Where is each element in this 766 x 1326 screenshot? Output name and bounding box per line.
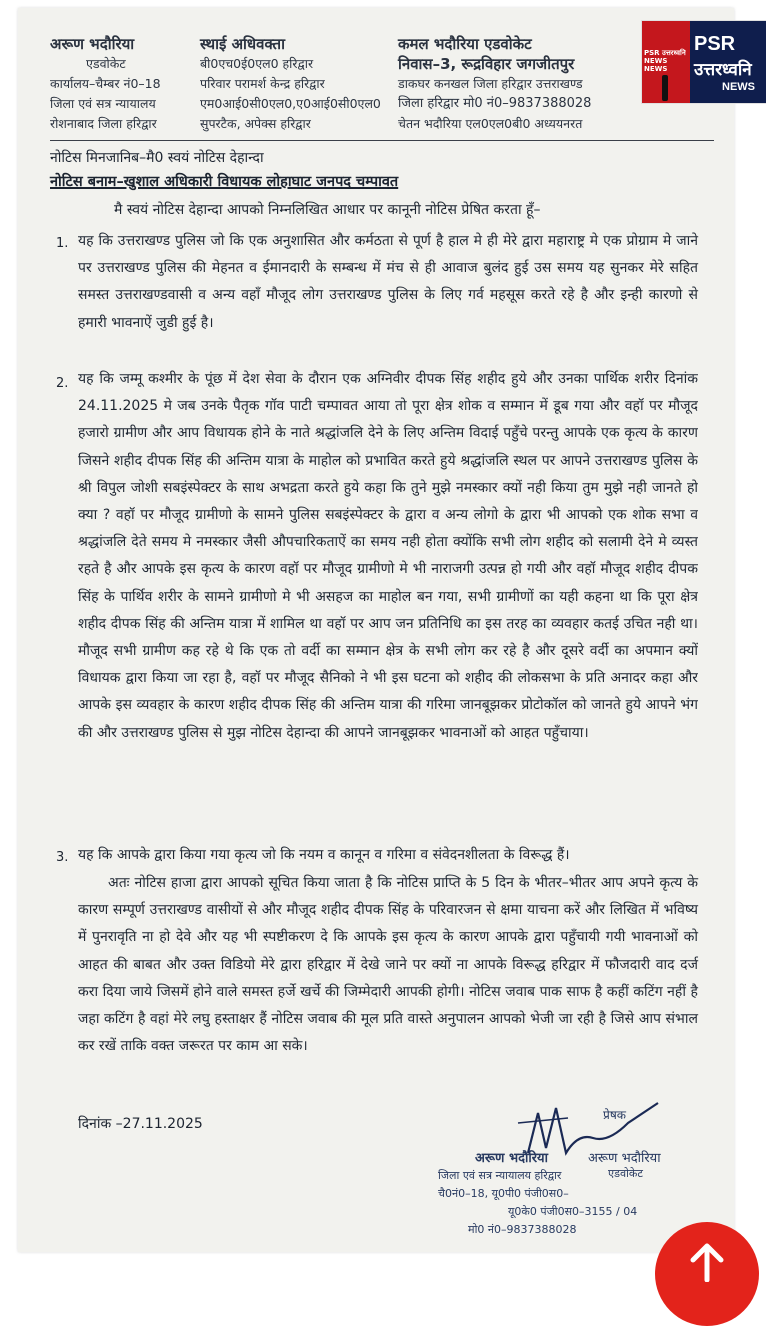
student-note: चेतन भदौरिया एल0एल0बी0 अध्ययनरत xyxy=(398,116,583,131)
letterhead-left xyxy=(50,34,161,134)
standing-counsel-heading: स्थाई अधिवक्ता xyxy=(200,35,285,53)
psr-news-logo xyxy=(641,20,766,104)
point-2-text: यह कि जम्मू कश्मीर के पूंछ में देश सेवा के दौरान एक अग्निवीर दीपक सिंह शहीद हुये और उनका पार्थिक शरीर दिनांक 24.11.2025 मे जब उनके पैतृक गॉव पाटी चम्पावत आया तो पूरा क्षेत्र शोक व सम्मान में डूब गया और वहॉ पर मौजूद हजारो ग्रामीण और आप विधायक होने के नाते श्रद्धांजलि देने के लिए अन्तिम विदाई पहुँचे परन्तु आपके एक कृत्य के कारण जिसने शहीद दीपक सिंह की अन्तिम यात्रा के माहोल को प्रभावित करते हुये श्रद्धांजलि स्थल पर आपने उत्तराखण्ड पुलिस के श्री विपुल जोशी सबइंस्पेक्टर के साथ अभद्रता करते हुये कहा कि तुने मुझे नमस्कार क्यों नही किया तुम मुझे नही जानते हो क्या ? वहॉ पर मौजूद ग्रामीणो के सामने पुलिस सबइंस्पेक्टर के द्वारा व अन्य लोगो के द्वारा भी आपको एक शोक सभा व श्रद्धांजलि देते समय मे नमस्कार जैसी औपचारिकताऐं का समय नही होता क्योंकि सभी लोग शहीद को सलामी देने मे व्यस्त रहते है और आपके इस कृत्य के कारण वहॉ पर मौजूद ग्रामीणो मे भी नाराजगी उत्पन्न हो गयी और वहॉ मौजूद शहीद दीपक सिंह के पार्थिव शरीर के सामने ग्रामीणो मे भी असहज का माहोल बन गया, सभी ग्रामीणों का यही कहना था कि पूरा क्षेत्र शहीद दीपक सिंह की अन्तिम यात्रा में शामिल था वहॉ पर आप जन प्रतिनिधि का इस तरह का व्यवहार कतई उचित नही था। मौजूद सभी ग्रामीण कह रहे थे कि एक तो वर्दी का सम्मान क्षेत्र के सभी लोग कर रहे है और दूसरे वर्दी का अपमान क्यों विधायक द्वारा किया जा रहा है, वहॉ पर मौजूद सैनिको ने भी इस घटना को शहीद की लोकसभा के प्रति अनादर कहा और आपके इस व्यवहार के कारण शहीद दीपक सिंह की अन्तिम यात्रा की गरिमा जानबूझकर प्रोटोकॉल को जानते हुये आपने भंग की और उत्तराखण्ड पुलिस से मुझ नोटिस देहान्दा की आपने जानबूझकर भावनाओं को आहत पहुँचाया। xyxy=(78,371,698,741)
sender-label: प्रेषक xyxy=(603,1108,626,1122)
middle-line-4: सुपरटैक, अपेक्स हरिद्वार xyxy=(200,116,311,131)
place-text: रोशनाबाद जिला हरिद्वार xyxy=(50,116,157,131)
point-1-number: 1. xyxy=(56,236,69,251)
notice-date: दिनांक –27.11.2025 xyxy=(78,1116,203,1132)
letterhead-divider xyxy=(50,140,714,141)
logo-tag: NEWS xyxy=(722,81,755,93)
stamp-court: जिला एवं सत्र न्यायालय हरिद्वार xyxy=(438,1169,562,1182)
court-text: जिला एवं सत्र न्यायालय xyxy=(50,96,156,111)
notice-from: नोटिस मिनजानिब–मै0 स्वयं नोटिस देहान्दा xyxy=(50,150,264,166)
stamp-uk-reg: यू0के0 पंजी0स0–3155 / 04 xyxy=(508,1205,638,1218)
letterhead-middle xyxy=(200,34,381,134)
notice-intro: मै स्वयं नोटिस देहान्दा आपको निम्नलिखित आधार पर कानूनी नोटिस प्रेषित करता हूँ– xyxy=(114,202,541,218)
chamber-text: कार्यालय–चैम्बर नं0–18 xyxy=(50,76,161,91)
middle-line-1: बी0एच0ई0एल0 हरिद्वार xyxy=(200,56,314,71)
notice-document xyxy=(18,8,734,1252)
notice-to: नोटिस बनाम–खुशाल अधिकारी विधायक लोहाघाट जनपद चम्पावत xyxy=(50,174,399,190)
stamp-title: एडवोकेट xyxy=(608,1167,643,1180)
advocate-title: एडवोकेट xyxy=(86,56,126,71)
letterhead-right xyxy=(398,34,591,134)
point-3-text: यह कि आपके द्वारा किया गया कृत्य जो कि नयम व कानून व गरिमा व संवेदनशीलता के विरूद्ध हैं। xyxy=(78,847,570,863)
arrow-up-icon xyxy=(689,1242,725,1282)
kamal-name: कमल भदौरिया एडवोकेट xyxy=(398,35,532,53)
stamp-name-repeat: अरूण भदौरिया xyxy=(588,1151,661,1166)
phone-number: जिला हरिद्वार मो0 नं0–9837388028 xyxy=(398,96,592,111)
stamp-name: अरूण भदौरिया xyxy=(475,1151,548,1166)
stamp-mobile: मो0 नं0–9837388028 xyxy=(468,1223,577,1236)
scroll-to-top-button[interactable] xyxy=(655,1222,759,1326)
stamp-chamber: चै0नं0–18, यू0पी0 पंजी0स0– xyxy=(438,1187,569,1200)
middle-line-3: एम0आई0सी0एल0,ए0आई0सी0एल0 xyxy=(200,96,381,111)
microphone-icon: PSR उत्तरध्वनि NEWS NEWS xyxy=(642,21,690,103)
logo-name: उत्तरध्वनि xyxy=(694,60,752,80)
point-2-number: 2. xyxy=(56,376,69,391)
advocate-name: अरूण भदौरिया xyxy=(50,35,135,53)
residence-address: निवास–3, रूद्रविहार जगजीतपुर xyxy=(398,55,575,73)
point-3-number: 3. xyxy=(56,850,69,865)
logo-brand: PSR xyxy=(694,33,736,55)
middle-line-2: परिवार परामर्श केन्द्र हरिद्वार xyxy=(200,76,325,91)
point-1-text: यह कि उत्तराखण्ड पुलिस जो कि एक अनुशासित और कर्मठता से पूर्ण है हाल मे ही मेरे द्वारा महाराष्ट्र मे एक प्रोग्राम मे जाने पर उत्तराखण्ड पुलिस की मेहनत व ईमानदारी के सम्बन्ध में मंच से ही आवाज बुलंद हुई उस समय यह सुनकर मेरे सहित समस्त उत्तराखण्डवासी व अन्य वहाँ मौजूद लोग उत्तराखण्ड पुलिस के लिए गर्व महसूस करते रहे है और इन्ही कारणो से हमारी भावनाऐं जुडी हुई है। xyxy=(78,233,698,331)
closing-paragraph: अतः नोटिस हाजा द्वारा आपको सूचित किया जाता है कि नोटिस प्राप्ति के 5 दिन के भीतर–भीतर आप अपने कृत्य के कारण सम्पूर्ण उत्तराखण्ड वासीयों से और मौजूद शहीद दीपक सिंह के परिवारजन से क्षमा याचना करें और लिखित में भविष्य में पुनरावृति ना हो देवे और यह भी स्पष्टीकरण दे कि आपके इस कृत्य के कारण आपके द्वारा पहुँचायी गयी भावनाओं को आहत की बाबत और उक्त विडियो मेरे द्वारा हरिद्वार में देखे जाने पर क्यों ना आपके विरूद्ध हरिद्वार में फौजदारी वाद दर्ज करा दिया जाये जिसमें होने वाले समस्त हर्जे खर्चे की जिम्मेदारी आपकी होगी। नोटिस जवाब पाक साफ है कहीं कटिंग नहीं है जहा कटिंग है वहां मेरे लघु हस्ताक्षर हैं नोटिस जवाब की मूल प्रति वास्ते अनुपालन आपको भेजी जा रही है जिसे आप संभाल कर रखें ताकि वक्त जरूरत पर काम आ सके। xyxy=(78,875,698,1055)
post-office: डाकघर कनखल जिला हरिद्वार उत्तराखण्ड xyxy=(398,76,583,91)
